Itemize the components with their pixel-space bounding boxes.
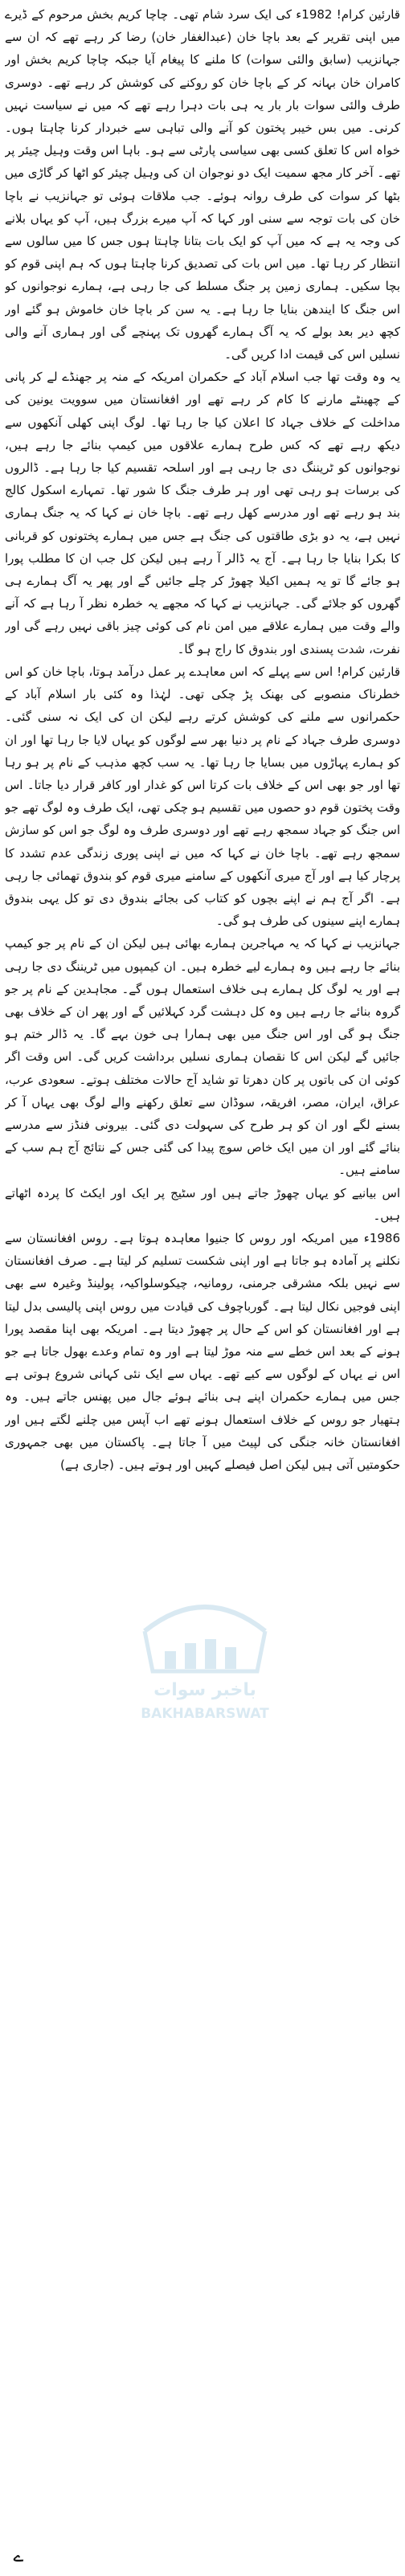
- article-body: [5, 3, 400, 2534]
- watermark-urdu-text: باخبر سوات: [153, 1680, 256, 1700]
- article-paragraph: جہانزیب نے کہا کہ یہ مہاجرین ہمارے بھائی ہیں لیکن ان کے نام پر جو کیمپ بنائے جا رہے ہیں وہ ہمارے لیے خطرہ ہیں۔ ان کیمپوں میں ٹریننگ دی جا رہی ہے اور یہ لوگ کل ہمارے ہی خلاف استعمال ہوں گے۔ مجاہدین کے نام پر جو گروہ بنائے جا رہے ہیں وہ کل دہشت گرد کہلائیں گے اور پھر ان کے خلاف بھی جنگ ہو گی اور اس جنگ میں بھی ہمارا ہی خون بہے گا۔ یہ ڈالر ختم ہو جائیں گے لیکن اس کا نقصان ہماری نسلیں برداشت کریں گی۔ اس وقت اگر کوئی ان کی باتوں پر کان دھرتا تو شاید آج حالات مختلف ہوتے۔ سعودی عرب، عراق، ایران، مصر، افریقہ، سوڈان سے تعلق رکھنے والے لوگ بھی یہاں آ کر بسنے لگے اور ان کو ہر طرح کی سہولت دی گئی۔ بیرونی فنڈز سے مدرسے بنائے گئے اور ان میں ایک خاص سوچ پیدا کی گئی جس کے نتائج آج ہم سب کے سامنے ہیں۔: [5, 936, 400, 1178]
- watermark-latin-text: BAKHABARSWAT: [141, 1706, 269, 1722]
- article-paragraph: قارئین کرام! اس سے پہلے کہ اس معاہدے پر عمل درآمد ہوتا، باچا خان کو اس خطرناک منصوبے کی بھنک پڑ چکی تھی۔ لہٰذا وہ کئی بار اسلام آباد کے حکمرانوں سے ملنے کی کوشش کرتے رہے لیکن ان کی ایک نہ سنی گئی۔ دوسری طرف جہاد کے نام پر دنیا بھر سے لوگوں کو یہاں لایا جا رہا تھا اور ان کو ہمارے پہاڑوں میں بسایا جا رہا تھا۔ یہ سب کچھ مذہب کے نام پر ہو رہا تھا اور جو بھی اس کے خلاف بات کرتا اس کو غدار اور کافر قرار دیا جاتا۔ اس وقت پختون قوم دو حصوں میں تقسیم ہو چکی تھی، ایک طرف وہ لوگ تھے جو اس جنگ کو جہاد سمجھ رہے تھے اور دوسری طرف وہ لوگ جو اس کو سازش سمجھ رہے تھے۔ باچا خان نے کہا کہ میں نے اپنی پوری زندگی عدم تشدد کا پرچار کیا ہے اور آج میری آنکھوں کے سامنے میری قوم کو بندوق تھمائی جا رہی ہے۔ اگر آج ہم نے اپنے بچوں کو کتاب کی بجائے بندوق دی تو کل یہی بندوق ہمارے اپنے سینوں کی طرف ہو گی۔: [5, 664, 400, 929]
- article-paragraph: 1986ء میں امریکہ اور روس کا جنیوا معاہدہ ہوتا ہے۔ روس افغانستان سے نکلنے پر آمادہ ہو جاتا ہے اور اپنی شکست تسلیم کر لیتا ہے۔ صرف افغانستان سے نہیں بلکہ مشرقی جرمنی، رومانیہ، چیکوسلواکیہ، پولینڈ وغیرہ سے بھی اپنی فوجیں نکال لیتا ہے۔ گورباچوف کی قیادت میں روس اپنی پالیسی بدل لیتا ہے اور افغانستان کو اس کے حال پر چھوڑ دیتا ہے۔ امریکہ بھی اپنا مقصد پورا ہونے کے بعد اس خطے سے منہ موڑ لیتا ہے اور وہ تمام وعدے بھول جاتا ہے جو اس نے یہاں کے لوگوں سے کیے تھے۔ یہاں سے ایک نئی کہانی شروع ہوتی ہے جس میں ہمارے حکمران اپنے ہی بنائے ہوئے جال میں پھنس جاتے ہیں۔ وہ ہتھیار جو روس کے خلاف استعمال ہونے تھے اب آپس میں چلنے لگتے ہیں اور افغانستان خانہ جنگی کی لپیٹ میں آ جاتا ہے۔ پاکستان میں بھی جمہوری حکومتیں آتی ہیں لیکن اصل فیصلے کہیں اور ہوتے ہیں۔ (جاری ہے): [5, 1230, 400, 1472]
- end-mark: ے: [13, 2546, 24, 2566]
- article-paragraph: قارئین کرام! 1982ء کی ایک سرد شام تھی۔ چاچا کریم بخش مرحوم کے ڈیرے میں اپنی تقریر کے بعد باچا خان (عبدالغفار خان) رضا کر رہے تھے کہ ان سے جہانزیب (سابق والئی سوات) کا ملنے کا پیغام آیا جبکہ چاچا کریم بخش اور کامران خان بہانہ کر کے باچا خان کو روکنے کی کوشش کر رہے تھے۔ دوسری طرف والئی سوات بار بار یہ ہی بات دہرا رہے تھے کہ میں نے سیاست نہیں کرنی۔ میں بس خیبر پختون کو آنے والی تباہی سے خبردار کرنا چاہتا ہوں۔ خواہ اس کا تعلق کسی بھی سیاسی پارٹی سے ہو۔ باہا اس وقت وہیل چیئر پر تھے۔ آخر کار مجھ سمیت ایک دو نوجوان ان کی وہیل چیئر کو اٹھا کر گاڑی میں بٹھا کر سوات کی طرف روانہ ہوئے۔ جب ملاقات ہوئی تو جہانزیب نے باچا خان کی بات توجہ سے سنی اور کہا کہ آپ میرے بزرگ ہیں، آپ کو یہاں بلانے کی وجہ یہ ہے کہ میں آپ کو ایک بات بتانا چاہتا ہوں جس کا میں سالوں سے انتظار کر رہا تھا۔ میں اس بات کی تصدیق کرنا چاہتا ہوں کہ ہم اپنی قوم کو بچا سکیں۔ ہماری زمین پر جنگ مسلط کی جا رہی ہے، ہمارے نوجوانوں کو اس جنگ کا ایندھن بنایا جا رہا ہے۔ یہ سن کر باچا خان خاموش ہو گئے اور کچھ دیر بعد بولے کہ یہ آگ ہمارے گھروں تک پہنچے گی اور ہماری آنے والی نسلیں اس کی قیمت ادا کریں گی۔: [5, 7, 400, 362]
- article-paragraph: اس بیانیے کو یہاں چھوڑ جاتے ہیں اور سٹیج پر ایک اور ایکٹ کا پردہ اٹھاتے ہیں۔: [5, 1185, 400, 1223]
- article-paragraph: یہ وہ وقت تھا جب اسلام آباد کے حکمران امریکہ کے منہ پر جھنڈے لے کر پانی کے چھینٹے مارنے کا کام کر رہے تھے اور افغانستان میں سوویت یونین کی مداخلت کے خلاف جہاد کا اعلان کیا جا رہا تھا۔ لوگ اپنی کھلی آنکھوں سے دیکھ رہے تھے کہ کس طرح ہمارے علاقوں میں کیمپ بنائے جا رہے ہیں، نوجوانوں کو ٹریننگ دی جا رہی ہے اور اسلحہ تقسیم کیا جا رہا ہے۔ ڈالروں کی برسات ہو رہی تھی اور ہر طرف جنگ کا شور تھا۔ تمہارے اسکول کالج بند ہو رہے تھے اور مدرسے کھل رہے تھے۔ باچا خان نے کہا کہ یہ جنگ ہماری نہیں ہے، یہ دو بڑی طاقتوں کی جنگ ہے جس میں ہمارے پختونوں کو قربانی کا بکرا بنایا جا رہا ہے۔ آج یہ ڈالر آ رہے ہیں لیکن کل جب ان کا مطلب پورا ہو جائے گا تو یہ ہمیں اکیلا چھوڑ کر چلے جائیں گے اور پھر یہ آگ ہمارے ہی گھروں کو جلائے گی۔ جہانزیب نے کہا کہ مجھے یہ خطرہ نظر آ رہا ہے کہ آنے والے وقت میں ہمارے علاقے میں امن نام کی کوئی چیز باقی نہیں رہے گی اور نفرت، شدت پسندی اور بندوق کا راج ہو گا۔: [5, 370, 400, 656]
